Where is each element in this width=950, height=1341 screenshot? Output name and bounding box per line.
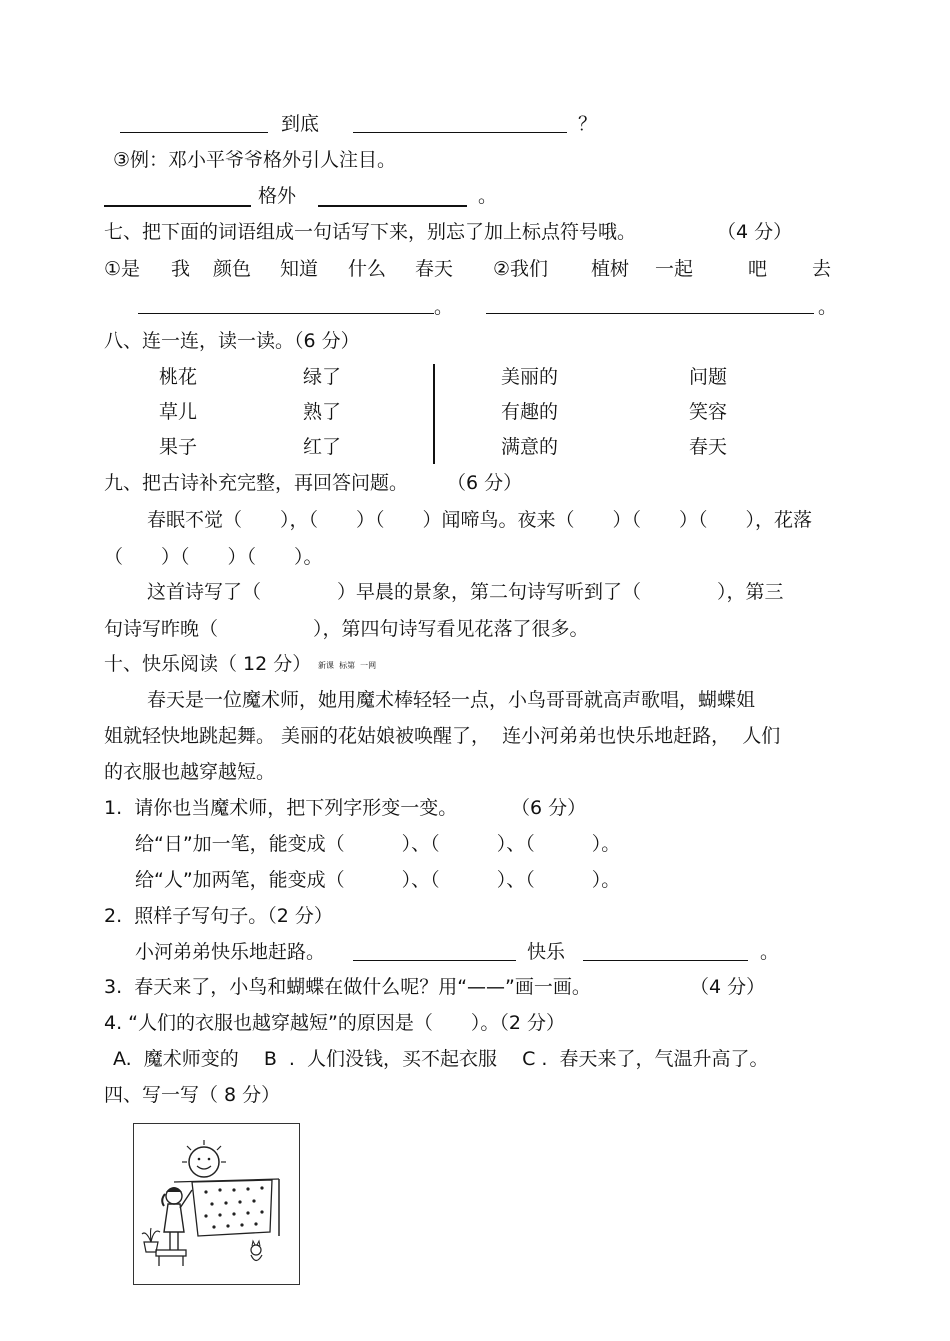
sentence-end: 。 bbox=[760, 941, 780, 963]
word-item: 植树 bbox=[591, 258, 630, 280]
match-item[interactable]: 绿了 bbox=[303, 366, 342, 388]
section-title: 十、快乐阅读（ 12 分） bbox=[104, 653, 312, 675]
section-title: 九、把古诗补充完整，再回答问题。 bbox=[104, 472, 409, 494]
match-item[interactable]: 熟了 bbox=[303, 401, 342, 423]
word-item: 颜色 bbox=[213, 258, 252, 280]
poem-line: 春眠不觉（ ），（ ）（ ）闻啼鸟。夜来（ ）（ ）（ ），花落 bbox=[147, 509, 813, 531]
match-item[interactable]: 问题 bbox=[689, 366, 728, 388]
example-sentence: 小河弟弟快乐地赶路。 bbox=[135, 941, 326, 963]
sentence-end: 。 bbox=[434, 296, 454, 318]
section-title: 八、连一连，读一读。（6 分） bbox=[104, 330, 360, 352]
column-divider bbox=[433, 364, 435, 464]
match-item[interactable]: 满意的 bbox=[501, 436, 559, 458]
section-score: （4 分） bbox=[717, 221, 793, 243]
section-title: 七、把下面的词语组成一句话写下来，别忘了加上标点符号哦。 bbox=[104, 221, 637, 243]
question-line: 这首诗写了（ ）早晨的景象，第二句诗写听到了（ ），第三 bbox=[147, 581, 784, 603]
illustration-frame bbox=[133, 1123, 300, 1285]
connector-word: 到底 bbox=[281, 113, 320, 135]
answer-blank[interactable] bbox=[486, 313, 814, 314]
blanket bbox=[192, 1180, 272, 1236]
match-item[interactable]: 果子 bbox=[159, 436, 198, 458]
sentence-end: 。 bbox=[818, 296, 838, 318]
question-title: 4. “人们的衣服也越穿越短”的原因是（ ）。（2 分） bbox=[104, 1012, 565, 1034]
question-score: （6 分） bbox=[511, 797, 587, 819]
girl-figure bbox=[162, 1187, 192, 1250]
match-item[interactable]: 红了 bbox=[303, 436, 342, 458]
reading-paragraph: 姐就轻快地跳起舞。 美丽的花姑娘被唤醒了， 连小河弟弟也快乐地赶路， 人们 bbox=[104, 725, 781, 747]
example-sentence: ③例：邓小平爷爷格外引人注目。 bbox=[113, 149, 397, 171]
answer-blank[interactable] bbox=[353, 960, 516, 961]
connector-word: 格外 bbox=[258, 185, 297, 207]
match-item[interactable]: 春天 bbox=[689, 436, 728, 458]
word-item: 一起 bbox=[655, 258, 694, 280]
section-title: 四、写一写（ 8 分） bbox=[104, 1084, 281, 1106]
plant-icon bbox=[142, 1228, 160, 1252]
word-item: 去 bbox=[812, 258, 832, 280]
match-item[interactable]: 桃花 bbox=[159, 366, 198, 388]
reading-paragraph: 的衣服也越穿越短。 bbox=[104, 761, 276, 783]
answer-blank[interactable] bbox=[353, 132, 567, 133]
question-line: 句诗写昨晚（ ），第四句诗写看见花落了很多。 bbox=[104, 618, 589, 640]
section-score: （6 分） bbox=[447, 472, 523, 494]
word-item: 春天 bbox=[415, 258, 454, 280]
watermark-text: 新课 标第 一网 bbox=[318, 661, 377, 670]
question-line: 给“人”加两笔，能变成（ ）、（ ）、（ ）。 bbox=[135, 869, 621, 891]
question-title: 2. 照样子写句子。（2 分） bbox=[104, 905, 333, 927]
sentence-end: 。 bbox=[478, 185, 498, 207]
reading-paragraph: 春天是一位魔术师，她用魔术棒轻轻一点，小鸟哥哥就高声歌唱，蝴蝶姐 bbox=[147, 689, 756, 711]
word-item: 知道 bbox=[280, 258, 319, 280]
answer-blank[interactable] bbox=[120, 132, 268, 133]
answer-blank[interactable] bbox=[318, 205, 467, 207]
match-item[interactable]: 笑容 bbox=[689, 401, 728, 423]
answer-options: A. 魔术师变的 B . 人们没钱，买不起衣服 C . 春天来了，气温升高了。 bbox=[113, 1048, 769, 1070]
question-title: 3. 春天来了，小鸟和蝴蝶在做什么呢？用“——”画一画。 bbox=[104, 976, 591, 998]
cat-icon bbox=[251, 1241, 262, 1261]
word-item: 我 bbox=[171, 258, 191, 280]
answer-blank[interactable] bbox=[104, 205, 251, 207]
girl-drying-clothes-illustration bbox=[134, 1124, 299, 1284]
word-item: ②我们 bbox=[493, 258, 549, 280]
match-item[interactable]: 草儿 bbox=[159, 401, 198, 423]
sun-icon bbox=[182, 1140, 226, 1177]
answer-blank[interactable] bbox=[138, 313, 434, 314]
word-item: ①是 bbox=[104, 258, 141, 280]
question-line: 给“日”加一笔，能变成（ ）、（ ）、（ ）。 bbox=[135, 833, 621, 855]
match-item[interactable]: 美丽的 bbox=[501, 366, 559, 388]
question-title: 1. 请你也当魔术师，把下列字形变一变。 bbox=[104, 797, 458, 819]
answer-blank[interactable] bbox=[583, 960, 748, 961]
sentence-end: ？ bbox=[578, 113, 598, 135]
connector-word: 快乐 bbox=[527, 941, 566, 963]
poem-line: （ ）（ ）（ ）。 bbox=[104, 546, 323, 568]
word-item: 吧 bbox=[748, 258, 768, 280]
word-item: 什么 bbox=[348, 258, 387, 280]
question-score: （4 分） bbox=[690, 976, 766, 998]
match-item[interactable]: 有趣的 bbox=[501, 401, 559, 423]
